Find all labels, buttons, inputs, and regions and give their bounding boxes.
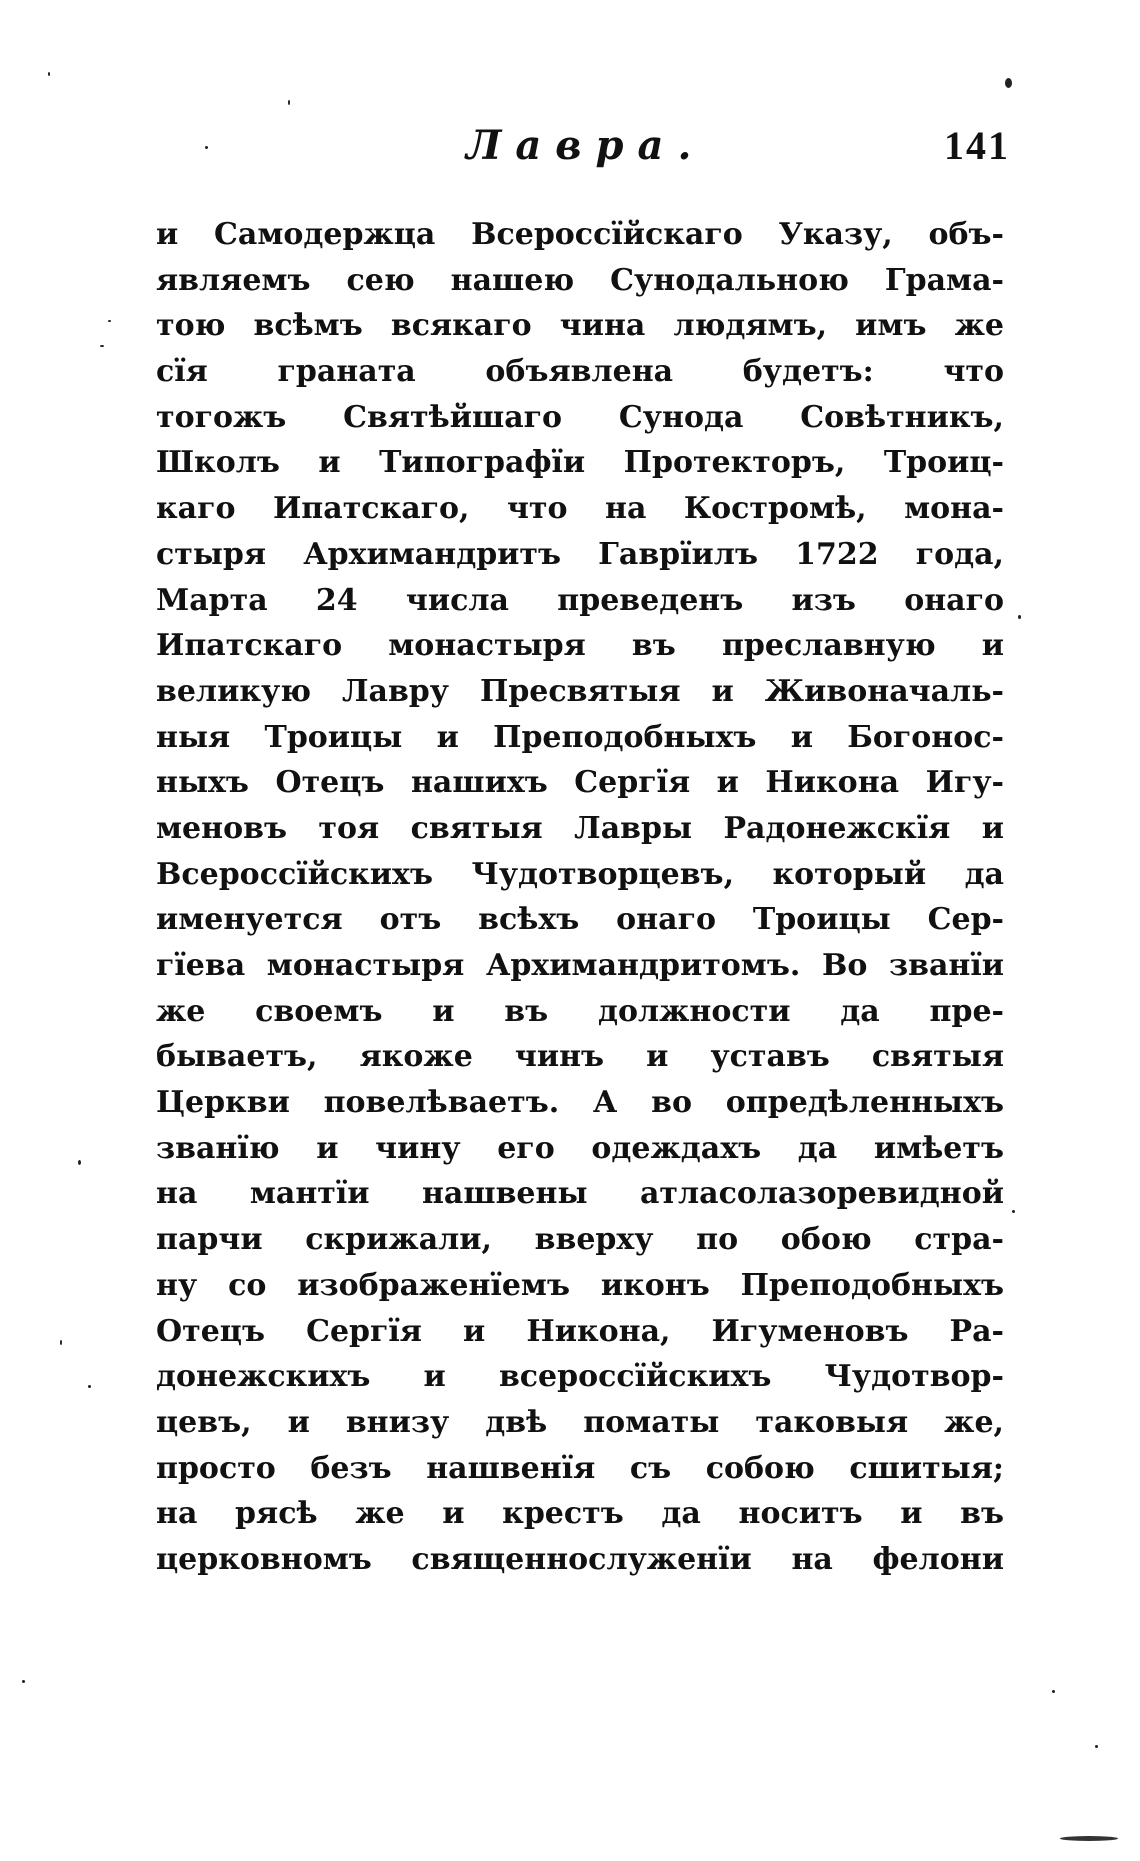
text-line: Марта 24 числа преведенъ изъ онаго — [156, 582, 1004, 618]
text-line: именуется отъ всѣхъ онаго Троицы Сер- — [156, 902, 1004, 938]
text-line: парчи скрижали, вверху по обою стра- — [156, 1222, 1004, 1258]
scan-speck — [108, 320, 111, 322]
scan-speck — [205, 146, 208, 149]
text-line: званїю и чину его одеждахъ да имѣетъ — [156, 1130, 1004, 1166]
text-line: ныя Троицы и Преподобныхъ и Богонос- — [156, 719, 1004, 755]
text-line: ну со изображенїемъ иконъ Преподобныхъ — [156, 1267, 1004, 1303]
text-line: являемъ сею нашею Сунодальною Грама- — [156, 262, 1004, 298]
text-line: и Самодержца Всероссїйскаго Указу, объ- — [156, 217, 1004, 252]
text-line: Ипатскаго монастыря въ преславную и — [156, 628, 1004, 664]
text-line: тогожъ Святѣйшаго Сунода Совѣтникъ, — [156, 399, 1004, 435]
text-line: ныхъ Отецъ нашихъ Сергїя и Никона Игу- — [156, 765, 1004, 801]
text-line: Церкви повелѣваетъ. А во опредѣленныхъ — [156, 1085, 1004, 1121]
text-line: Отецъ Сергїя и Никона, Игуменовъ Ра- — [156, 1313, 1004, 1349]
scan-speck — [1018, 615, 1021, 619]
text-line: Всероссїйскихъ Чудотворцевъ, который да — [156, 856, 1004, 892]
text-line: стыря Архимандритъ Гаврїилъ 1722 года, — [156, 536, 1004, 572]
text-line: на рясѣ же и крестъ да носитъ и въ — [156, 1496, 1004, 1532]
scan-speck — [48, 72, 50, 76]
text-line: же своемъ и въ должности да пре- — [156, 993, 1004, 1029]
scan-speck — [288, 100, 290, 105]
body-text — [156, 212, 1004, 1583]
text-line: цевъ, и внизу двѣ поматы таковыя же, — [156, 1404, 1004, 1440]
text-line: на мантїи нашвены атласолазоревидной — [156, 1176, 1004, 1212]
scan-speck — [1052, 1690, 1055, 1693]
scan-speck — [1095, 1745, 1098, 1748]
text-line: тою всѣмъ всякаго чина людямъ, имъ же — [156, 308, 1004, 344]
text-line: донежскихъ и всероссїйскихъ Чудотвор- — [156, 1359, 1004, 1395]
text-line: гїева монастыря Архимандритомъ. Во званїи — [156, 948, 1004, 983]
text-line: просто безъ нашвенїя съ собою сшитыя; — [156, 1450, 1004, 1486]
scan-speck — [22, 1680, 25, 1683]
scan-speck — [60, 1340, 62, 1345]
text-line: меновъ тоя святыя Лавры Радонежскїя и — [156, 810, 1004, 846]
text-line: бываетъ, якоже чинъ и уставъ святыя — [156, 1039, 1004, 1075]
scan-speck — [1012, 1210, 1015, 1213]
scan-speck — [100, 345, 104, 347]
scan-speck — [78, 1160, 81, 1165]
running-title: Лавра. — [466, 122, 706, 169]
text-line: Школъ и Типографїи Протекторъ, Троиц- — [156, 445, 1004, 481]
scan-speck — [1005, 78, 1012, 88]
scan-speck — [88, 1385, 91, 1388]
page-header — [150, 118, 1010, 178]
scan-smudge — [1060, 1836, 1118, 1841]
text-line: каго Ипатскаго, что на Костромѣ, мона- — [156, 491, 1004, 527]
text-line: великую Лавру Пресвятыя и Живоначаль- — [156, 673, 1004, 709]
page-number: 141 — [944, 123, 1010, 168]
text-line: сїя граната объявлена будетъ: что — [156, 354, 1004, 390]
text-line: церковномъ священнослуженїи на фелони — [156, 1541, 1004, 1577]
